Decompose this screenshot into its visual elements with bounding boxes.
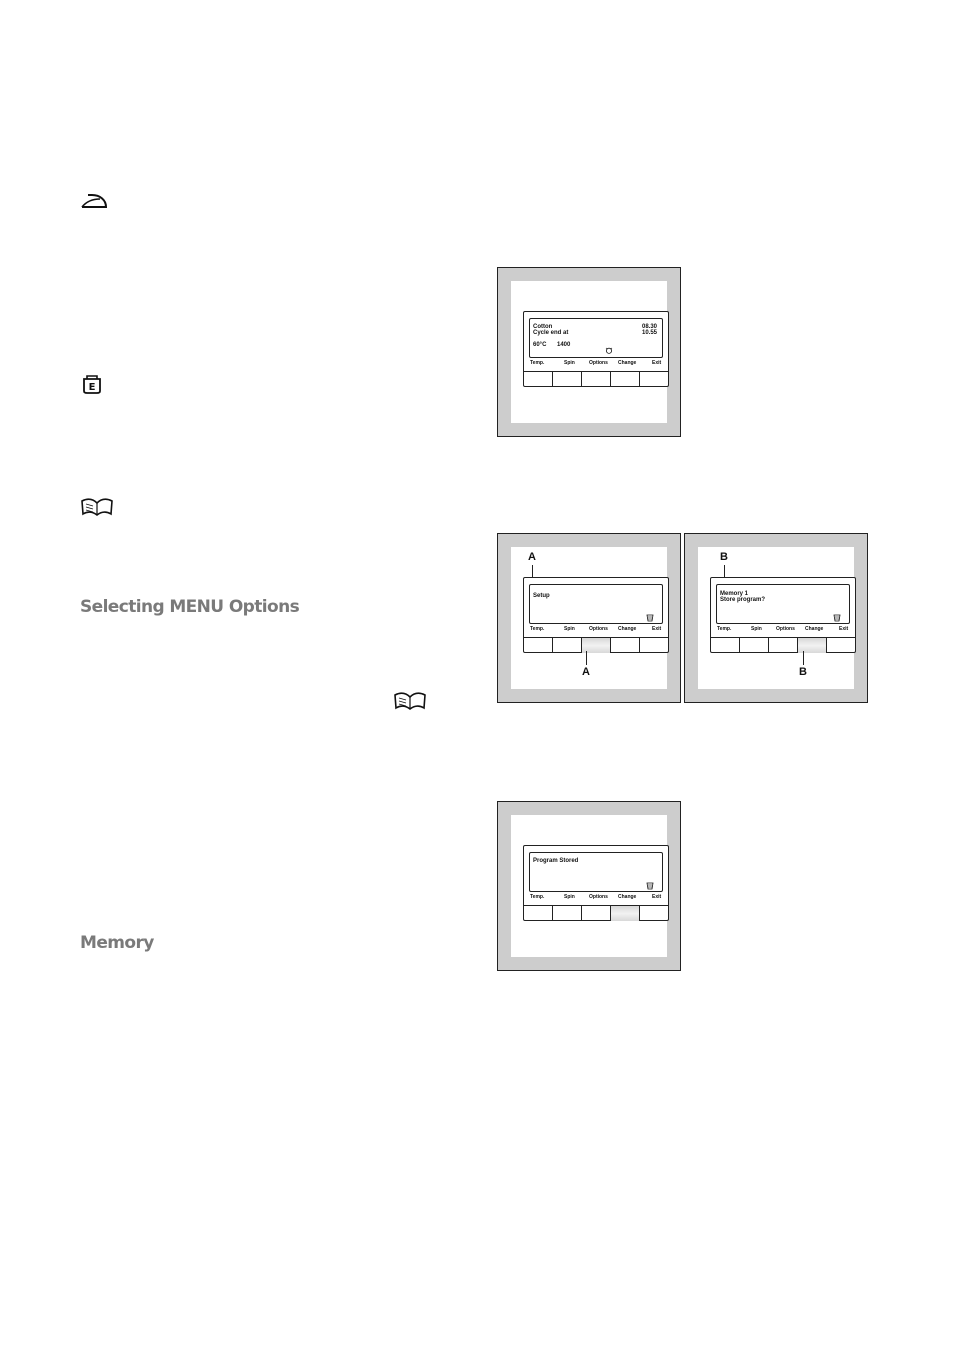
temperature-value: 60°C [533,342,547,348]
label-change: Change [618,894,637,900]
label-options: Options [589,360,608,366]
control-panel [710,577,856,653]
label-spin: Spin [564,626,575,632]
display-screen [529,852,663,892]
economy-label-icon [80,374,106,394]
change-button[interactable] [611,638,640,653]
options-button[interactable] [769,638,798,653]
cycle-end-label: Cycle end at [533,330,569,336]
program-name: Cotton [533,324,553,330]
exit-button[interactable] [640,906,668,921]
memory-label: Memory 1 [720,591,749,597]
open-book-icon [80,497,114,517]
spin-button[interactable] [553,638,582,653]
label-exit: Exit [652,626,662,632]
label-temp: Temp. [530,360,545,366]
label-exit: Exit [839,626,849,632]
display-screen [529,318,663,358]
control-panel [523,845,669,921]
label-spin: Spin [564,360,575,366]
callout-a-bottom: A [582,666,590,678]
delicate-icon [646,614,654,622]
figure-program-stored-display [497,801,681,971]
label-temp: Temp. [530,626,545,632]
callout-a-top: A [528,551,536,563]
heading-selecting-menu-options: Selecting MENU Options [80,597,300,617]
label-exit: Exit [652,360,662,366]
temp-button[interactable] [524,372,553,387]
change-button[interactable] [611,372,640,387]
open-book-icon [393,691,427,711]
program-stored-text: Program Stored [533,858,579,864]
exit-button[interactable] [640,372,668,387]
spin-value: 1400 [557,342,571,348]
exit-button[interactable] [640,638,668,653]
clock-icon [605,347,613,354]
change-button-pressed[interactable] [611,906,640,921]
store-program-prompt: Store program? [720,597,766,603]
label-options: Options [589,626,608,632]
temp-button[interactable] [524,638,553,653]
spin-button[interactable] [740,638,769,653]
svg-text:E: E [88,382,96,393]
options-button[interactable] [582,372,611,387]
display-screen [716,584,850,624]
temp-button[interactable] [711,638,740,653]
callout-b-bottom: B [799,666,807,678]
label-temp: Temp. [717,626,732,632]
label-change: Change [618,360,637,366]
spin-button[interactable] [553,906,582,921]
current-time: 08.30 [641,324,657,330]
iron-icon [80,192,110,210]
label-spin: Spin [564,894,575,900]
display-screen [529,584,663,624]
exit-button[interactable] [827,638,855,653]
label-spin: Spin [751,626,762,632]
figure-memory-display [684,533,868,703]
label-options: Options [589,894,608,900]
figure-setup-display [497,533,681,703]
label-change: Change [805,626,824,632]
end-time: 10.55 [641,330,657,336]
control-panel [523,311,669,387]
delicate-icon [646,882,654,890]
heading-memory: Memory [80,933,154,953]
label-exit: Exit [652,894,662,900]
figure-cotton-display [497,267,681,437]
setup-text: Setup [533,593,550,599]
label-change: Change [618,626,637,632]
callout-b-top: B [720,551,728,563]
spin-button[interactable] [553,372,582,387]
options-button[interactable] [582,906,611,921]
label-temp: Temp. [530,894,545,900]
delicate-icon [833,614,841,622]
control-panel [523,577,669,653]
temp-button[interactable] [524,906,553,921]
label-options: Options [776,626,795,632]
